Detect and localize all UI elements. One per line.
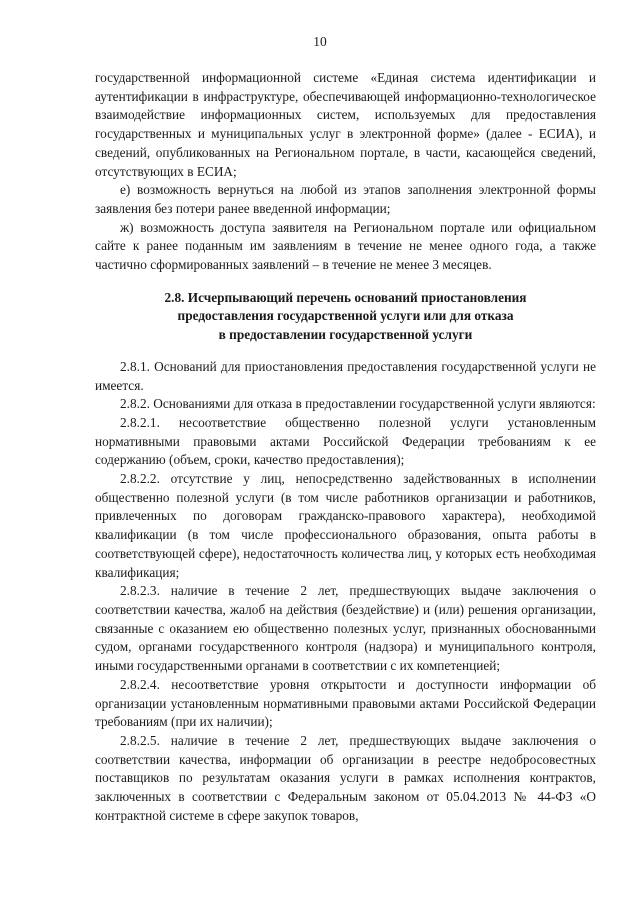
- list-item-e: е) возможность вернуться на любой из этапов заполнения электронной формы заявления без потери ранее введенной информации;: [95, 182, 596, 216]
- clause-2-8-2-5: 2.8.2.5. наличие в течение 2 лет, предшествующих выдаче заключения о соответствии качества, информации об организации в реестре недобросовестных поставщиков по результатам оказания услуги в рамках исполнения контрактов, заключенных в соответствии с Федеральным законом от 05.04.2013 № 44-ФЗ «О контрактной системе в сфере закупок товаров,: [95, 732, 596, 823]
- clause-2-8-2-2: 2.8.2.2. отсутствие у лиц, непосредственно задействованных в исполнении общественно полезной услуги (в том числе работников организации и работников, привлеченных по договорам гражданско-правового характера), необходимой квалификации (в том числе профессионального образования, опыта работы в соответствующей сфере), недостаточность количества лиц, у которых есть необходимая квалификация;: [95, 471, 596, 580]
- clause-2-8-2-3: 2.8.2.3. наличие в течение 2 лет, предшествующих выдаче заключения о соответствии качества, жалоб на действия (бездействие) и (или) решения организации, связанные с оказанием ею общественно полезных услуг, признанных обоснованными судом, органами государственного контроля (надзора) и муниципального контроля, иными государственными органами в соответствии с их компетенцией;: [95, 583, 596, 674]
- document-body: [95, 69, 596, 825]
- section-heading-line-3: в предоставлении государственной услуги: [218, 327, 473, 343]
- clause-2-8-2-1: 2.8.2.1. несоответствие общественно полезной услуги установленным нормативными правовыми актами Российской Федерации требованиям к ее содержанию (объем, сроки, качество предоставления);: [95, 414, 596, 468]
- clause-2-8-2: 2.8.2. Основаниями для отказа в предоставлении государственной услуги являются:: [120, 396, 596, 412]
- section-heading-line-2: предоставления государственной услуги или для отказа: [177, 308, 514, 324]
- clause-2-8-2-4: 2.8.2.4. несоответствие уровня открытости и доступности информации об организации установленным нормативными правовыми актами Российской Федерации требованиям (при их наличии);: [95, 676, 596, 730]
- paragraph-continuation: государственной информационной системе «Единая система идентификации и аутентификации в инфраструктуре, обеспечивающей информационно-технологическое взаимодействие информационных систем, используемых для предоставления государственных и муниципальных услуг в электронной форме» (далее - ЕСИА), и сведений, опубликованных на Региональном портале, в части, касающейся сведений, отсутствующих в ЕСИА;: [95, 70, 596, 179]
- section-heading-line-1: 2.8. Исчерпывающий перечень оснований приостановления: [164, 289, 527, 305]
- page-number: 10: [313, 34, 327, 49]
- list-item-zh: ж) возможность доступа заявителя на Региональном портале или официальном сайте к ранее поданным им заявлениям в течение не менее одного года, а также частично сформированных заявлений – в течение не менее 3 месяцев.: [95, 219, 596, 273]
- section-heading: [95, 289, 596, 345]
- clause-2-8-1: 2.8.1. Оснований для приостановления предоставления государственной услуги не имеется.: [95, 358, 596, 393]
